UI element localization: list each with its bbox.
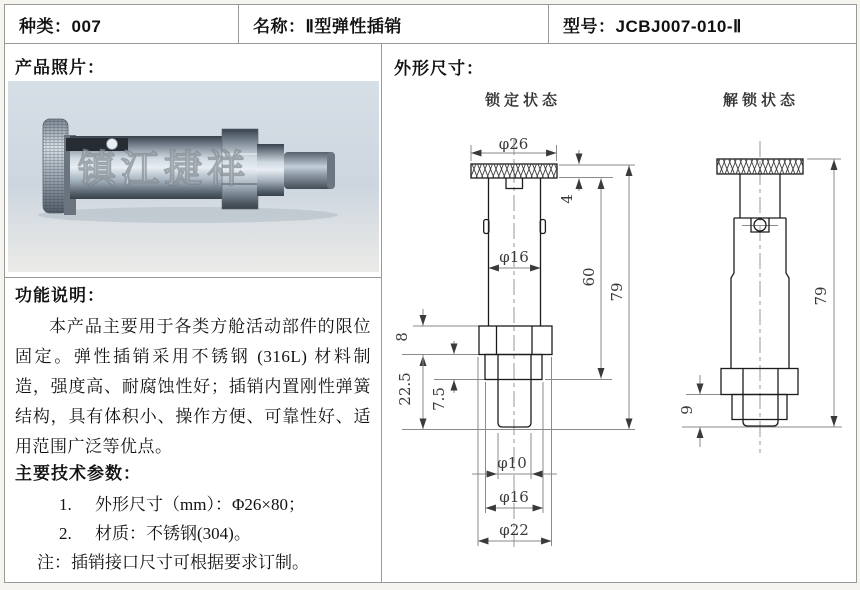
locked-knob-knurl (471, 164, 557, 178)
dim-pin-dia: φ10 (497, 454, 527, 472)
dimensions-section (382, 44, 856, 582)
unlocked-body-right (786, 218, 789, 369)
dimensions-label: 外形尺寸： (394, 59, 484, 78)
dim-knob-dia: φ26 (498, 135, 529, 153)
category-text: 种类：007 (19, 16, 102, 36)
product-photo (8, 81, 379, 272)
unlocked-view (678, 141, 842, 453)
header-cell-category (5, 5, 239, 44)
dim-pin-proj-unlocked: 9 (678, 405, 696, 415)
item-number: 1. (59, 495, 72, 514)
locked-dimension-labels (393, 135, 626, 539)
unlocked-knob-knurl (717, 159, 803, 174)
dim-nut-h: 8 (393, 332, 411, 342)
dim-body-dia: φ16 (499, 248, 529, 266)
photo-pin (284, 152, 335, 189)
params-list (15, 490, 371, 548)
unlocked-dimension-labels (678, 286, 830, 414)
locked-view (393, 135, 635, 549)
dim-step-h: 7.5 (430, 387, 448, 411)
dim-step-dia: φ16 (499, 488, 529, 506)
list-item (15, 519, 371, 548)
photo-collar (257, 144, 284, 196)
locked-nut (479, 326, 552, 355)
locked-dimension-lines (402, 145, 635, 546)
item-text: 材质：不锈钢(304)。 (95, 524, 251, 543)
dim-nut-dia: φ22 (499, 521, 529, 539)
technical-drawing (382, 44, 858, 584)
list-item (15, 490, 371, 519)
unlocked-state-title: 解锁状态 (722, 93, 799, 109)
dim-knob-h: 4 (558, 194, 576, 204)
params-heading: 主要技术参数： (15, 464, 141, 483)
description-section (5, 278, 381, 582)
product-name-text: 名称：Ⅱ型弹性插销 (253, 16, 402, 36)
product-photo-section (5, 44, 381, 278)
photo-section-label: 产品照片： (15, 58, 105, 77)
left-column (5, 44, 382, 582)
photo-watermark: 镇江捷祥 (78, 149, 251, 191)
dim-total-len: 79 (608, 282, 626, 302)
note-text: 注：插销接口尺寸可根据要求订制。 (37, 553, 309, 572)
photo-shadow (38, 207, 338, 223)
model-number-text: 型号：JCBJ007-010-Ⅱ (563, 16, 742, 36)
dim-body-len: 60 (580, 267, 598, 287)
function-paragraph: 本产品主要用于各类方舱活动部件的限位固定。弹性插销采用不锈钢 (316L) 材料制造，强度高、耐腐蚀性好；插销内置刚性弹簧结构，具有体积小、操作方便、可靠性好、适用范围广泛等优点。 (15, 317, 371, 456)
function-heading: 功能说明： (15, 286, 105, 305)
header-cell-name (239, 5, 549, 44)
dim-pin-proj: 22.5 (396, 372, 414, 406)
item-number: 2. (59, 524, 72, 543)
datasheet-page (4, 4, 857, 583)
dim-total-len-unlocked: 79 (812, 286, 830, 306)
header-cell-model (549, 5, 856, 44)
locked-state-title: 锁定状态 (484, 93, 561, 109)
item-text: 外形尺寸（mm）：Φ26×80； (95, 495, 305, 514)
unlocked-body-left (731, 218, 734, 369)
